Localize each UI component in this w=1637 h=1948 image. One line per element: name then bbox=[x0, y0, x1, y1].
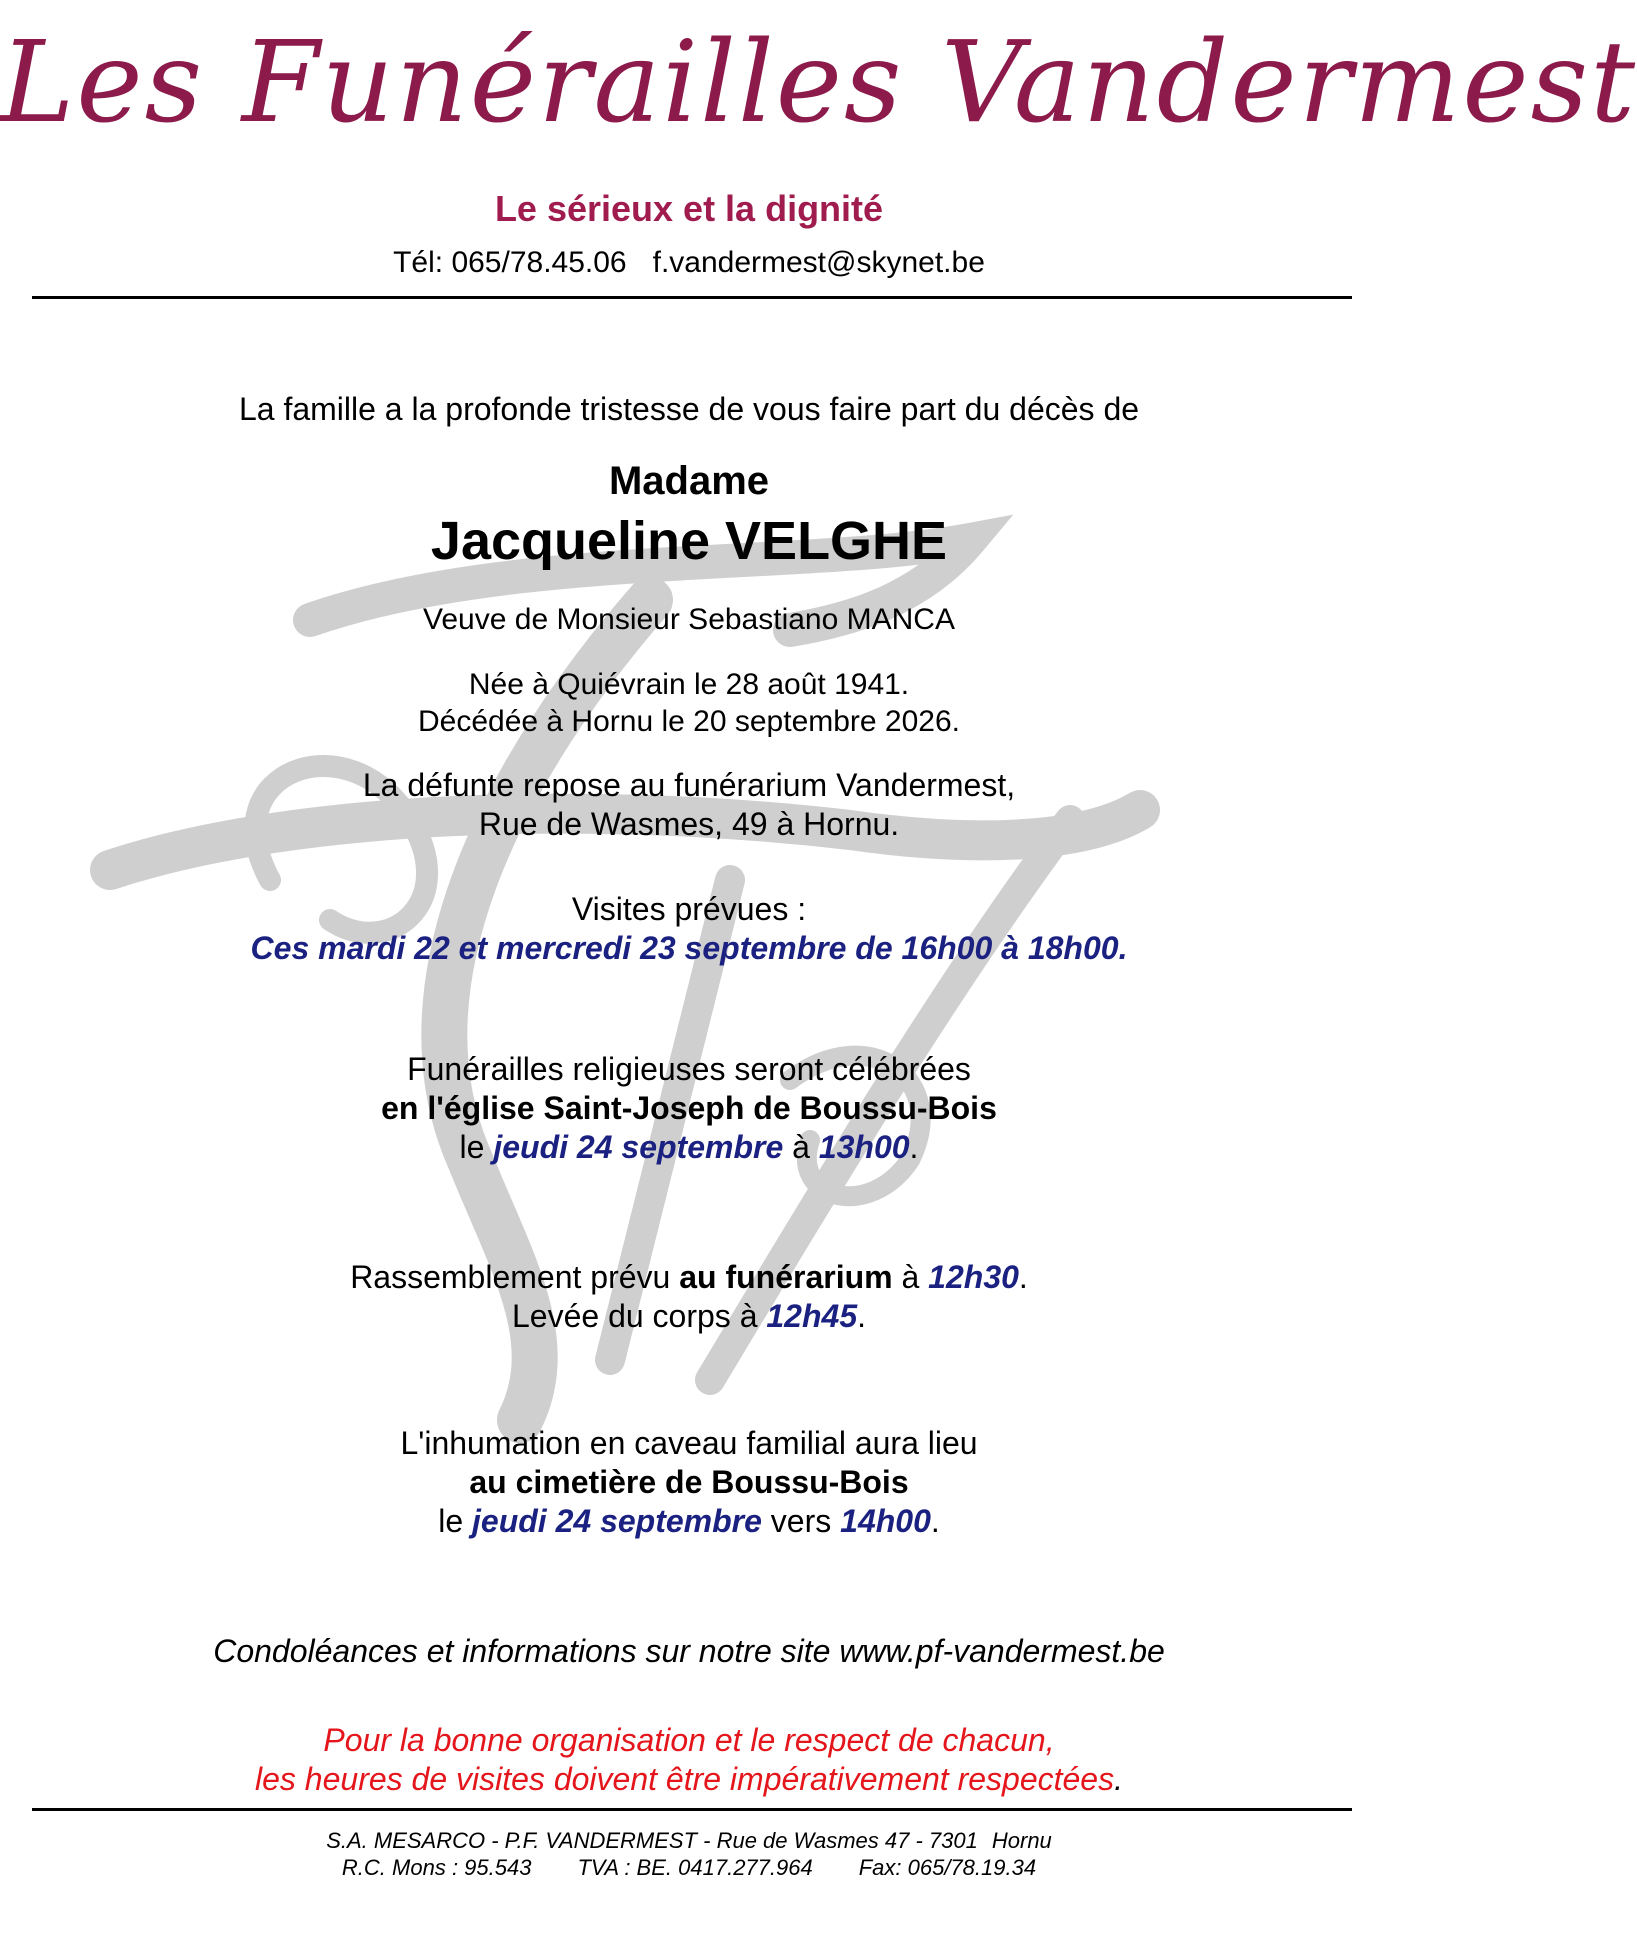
widow-of: Veuve de Monsieur Sebastiano MANCA bbox=[423, 603, 955, 636]
gathering-place: au funérarium bbox=[679, 1259, 893, 1295]
footer-rc: R.C. Mons : 95.543 bbox=[341, 1855, 532, 1880]
footer-company: S.A. MESARCO - P.F. VANDERMEST - Rue de Wasmes 47 - 7301 bbox=[326, 1828, 978, 1853]
footer-tva: TVA : BE. 0417.277.964 bbox=[577, 1855, 813, 1880]
condolences-website: Condoléances et informations sur notre site www.pf-vandermest.be bbox=[213, 1633, 1165, 1669]
footer-fax: Fax: 065/78.19.34 bbox=[858, 1855, 1037, 1880]
gathering-end: . bbox=[1018, 1259, 1028, 1295]
footer-divider bbox=[32, 1808, 1352, 1811]
visiting-hours-notice bbox=[0, 1721, 1378, 1799]
announcement-intro: La famille a la profonde tristesse de vous faire part du décès de bbox=[238, 391, 1140, 427]
burial-le: le bbox=[438, 1503, 464, 1539]
honorific: Madame bbox=[608, 459, 770, 503]
tagline: Le sérieux et la dignité bbox=[494, 188, 884, 229]
burial-date: jeudi 24 septembre bbox=[472, 1503, 762, 1539]
repose-location bbox=[0, 766, 1378, 844]
footer bbox=[0, 1827, 1378, 1881]
burial-section bbox=[0, 1424, 1378, 1541]
burial-end: . bbox=[930, 1503, 940, 1539]
visits-schedule: Ces mardi 22 et mercredi 23 septembre de 16h00 à 18h00. bbox=[250, 930, 1128, 966]
header-divider bbox=[32, 296, 1352, 299]
burial-datetime bbox=[0, 1502, 1378, 1541]
notice-line-2 bbox=[0, 1760, 1378, 1799]
ceremony-date: jeudi 24 septembre bbox=[493, 1129, 784, 1165]
ceremony-line-1: Funérailles religieuses seront célébrées bbox=[407, 1051, 971, 1087]
notice-line-1: Pour la bonne organisation et le respect de chacun, bbox=[323, 1722, 1055, 1758]
gathering-pre: Rassemblement prévu bbox=[350, 1259, 671, 1295]
burial-time: 14h00 bbox=[840, 1503, 931, 1539]
footer-line-1 bbox=[0, 1827, 1378, 1854]
birth-line: Née à Quiévrain le 28 août 1941. bbox=[468, 668, 910, 701]
footer-line-2 bbox=[0, 1854, 1378, 1881]
email-address: f.vandermest@skynet.be bbox=[652, 246, 985, 279]
ceremony-le: le bbox=[459, 1129, 485, 1165]
levee-time: 12h45 bbox=[766, 1298, 858, 1334]
funeral-home-title: Les Funérailles Vandermest bbox=[0, 18, 1637, 148]
gathering-line bbox=[0, 1258, 1378, 1297]
deceased-name: Jacqueline VELGHE bbox=[430, 511, 948, 571]
gathering-section bbox=[0, 1258, 1378, 1336]
repose-line-2: Rue de Wasmes, 49 à Hornu. bbox=[478, 806, 900, 842]
visits-label: Visites prévues : bbox=[571, 891, 807, 927]
ceremony-datetime bbox=[0, 1128, 1378, 1167]
burial-vers: vers bbox=[770, 1503, 832, 1539]
levee-end: . bbox=[857, 1298, 866, 1334]
contact-line bbox=[0, 246, 1378, 280]
notice-end: . bbox=[1114, 1761, 1123, 1797]
burial-place: au cimetière de Boussu-Bois bbox=[469, 1464, 909, 1500]
notice-line-2-text: les heures de visites doivent être impérativement respectées bbox=[255, 1761, 1115, 1797]
repose-line-1: La défunte repose au funérarium Vandermest, bbox=[362, 767, 1016, 803]
footer-city: Hornu bbox=[991, 1828, 1052, 1853]
ceremony-a: à bbox=[792, 1129, 810, 1165]
birth-death-dates bbox=[0, 666, 1378, 740]
gathering-a: à bbox=[901, 1259, 920, 1295]
ceremony-place: en l'église Saint-Joseph de Boussu-Bois bbox=[381, 1090, 997, 1126]
burial-line-1: L'inhumation en caveau familial aura lieu bbox=[400, 1425, 978, 1461]
ceremony-time: 13h00 bbox=[818, 1129, 910, 1165]
ceremony-end: . bbox=[909, 1129, 919, 1165]
phone-number: Tél: 065/78.45.06 bbox=[393, 246, 627, 279]
visits-section bbox=[0, 890, 1378, 968]
death-line: Décédée à Hornu le 20 septembre 2026. bbox=[417, 705, 961, 738]
levee-pre: Levée du corps à bbox=[511, 1298, 758, 1334]
gathering-time: 12h30 bbox=[928, 1259, 1019, 1295]
ceremony-section bbox=[0, 1050, 1378, 1167]
levee-line bbox=[0, 1297, 1378, 1336]
